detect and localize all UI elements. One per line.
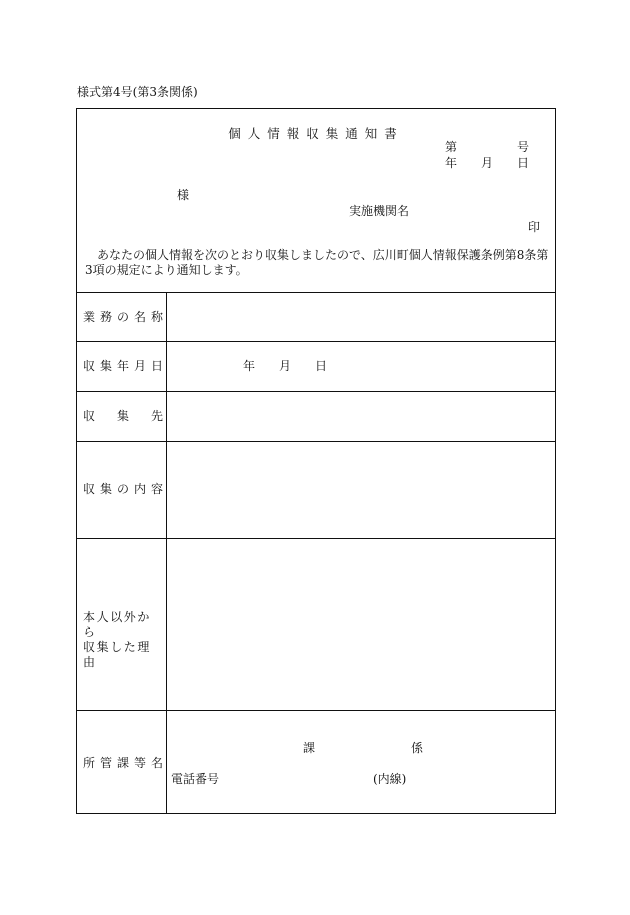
recipient-suffix: 様 [177,188,190,202]
divider-row-4 [77,538,555,539]
label-business-name: 業 務 の 名 称 [83,310,163,324]
collection-day: 日 [315,359,328,373]
form-number: 様式第4号(第3条関係) [77,85,198,99]
form-title: 個人情報収集通知書 [228,126,404,141]
collection-year: 年 [243,359,256,373]
label-department: 所 管 課 等 名 [83,756,163,770]
divider-row-1 [77,341,555,342]
seal-mark: 印 [528,220,541,234]
department-subsection: 係 [411,741,424,755]
date-year: 年 [445,156,458,170]
label-reason [83,610,163,670]
label-source: 収 集 先 [83,409,163,423]
label-reason-line-1: 本人以外から [83,610,152,639]
column-divider [166,292,167,813]
divider-row-2 [77,391,555,392]
label-collection-date: 収 集 年 月 日 [83,359,163,373]
divider-header [77,292,555,293]
phone-label: 電話番号 [171,772,220,786]
date-month: 月 [481,156,494,170]
extension-label: (内線) [373,772,407,786]
notice-form [76,108,556,814]
number-suffix: 号 [517,140,530,154]
agency-label: 実施機関名 [349,204,410,218]
label-reason-line-2: 収集した理由 [83,640,152,669]
date-day: 日 [517,156,530,170]
notice-text: あなたの個人情報を次のとおり収集しましたので、広川町個人情報保護条例第8条第3項の規定により通知します。 [85,248,549,277]
divider-row-3 [77,441,555,442]
department-section: 課 [303,741,316,755]
number-prefix: 第 [445,140,458,154]
collection-month: 月 [279,359,292,373]
divider-row-5 [77,710,555,711]
label-content: 収 集 の 内 容 [83,482,163,496]
